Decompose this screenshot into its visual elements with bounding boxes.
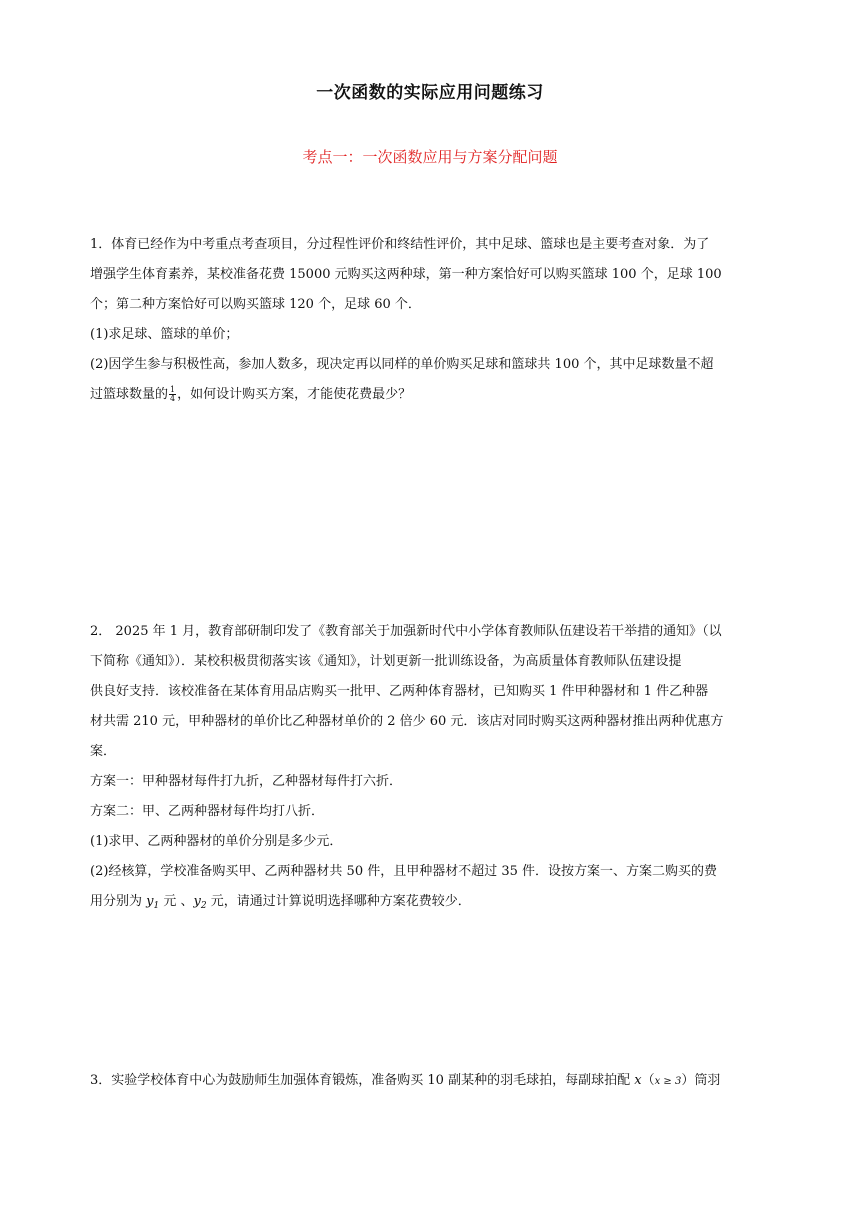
- text-segment: 用分别为: [90, 894, 147, 909]
- variable-y2: [194, 894, 207, 909]
- text-segment: 元 、: [159, 894, 194, 909]
- question-1-part-1: (1)求足球、篮球的单价；: [90, 327, 239, 342]
- variable-x: x: [634, 1073, 642, 1088]
- text-segment: 3．实验学校体育中心为鼓励师生加强体育锻炼，准备购买 10 副某种的羽毛球拍，每副球拍配: [90, 1073, 635, 1088]
- question-2-line-3: 供良好支持．该校准备在某体育用品店购买一批甲、乙两种体育器材，已知购买 1 件甲种器材和 1 件乙种器: [90, 684, 709, 699]
- question-2: [90, 617, 770, 921]
- plan-one: 方案一：甲种器材每件打九折，乙种器材每件打六折．: [90, 774, 403, 789]
- condition-x-ge-3: x ≥ 3: [654, 1076, 682, 1087]
- var-y: y: [146, 894, 154, 909]
- section-heading: 考点一：一次函数应用与方案分配问题: [302, 148, 558, 166]
- question-1-line-3: 个；第二种方案恰好可以购买篮球 120 个，足球 60 个．: [90, 297, 421, 312]
- text-segment: 元，请通过计算说明选择哪种方案花费较少．: [206, 894, 471, 909]
- text-segment: ，如何设计购买方案，才能使花费最少？: [177, 387, 412, 402]
- text-segment: ）筒羽: [681, 1073, 721, 1088]
- question-2-part-2-cont: [90, 887, 770, 921]
- question-2-line-4: 材共需 210 元，甲种器材的单价比乙种器材单价的 2 倍少 60 元．该店对同时购买这两种器材推出两种优惠方: [90, 714, 724, 729]
- question-3-line-1: [90, 1066, 770, 1097]
- question-2-line-1: 2． 2025 年 1 月，教育部研制印发了《教育部关于加强新时代中小学体育教师队伍建设若干举措的通知》（以: [90, 624, 722, 639]
- fraction-one-quarter: [169, 386, 176, 403]
- document-title: 一次函数的实际应用问题练习: [316, 83, 544, 103]
- text-segment: 过篮球数量的: [90, 387, 169, 402]
- fraction-numerator: 1: [170, 385, 176, 394]
- question-1: [90, 230, 770, 410]
- question-1-part-2: (2)因学生参与积极性高，参加人数多，现决定再以同样的单价购买足球和篮球共 100 个，其中足球数量不超: [90, 357, 714, 372]
- variable-y1: [146, 894, 159, 909]
- var-y: y: [193, 894, 201, 909]
- plan-two: 方案二：甲、乙两种器材每件均打八折．: [90, 804, 325, 819]
- question-1-part-2-cont: [90, 380, 770, 410]
- subscript-1: 1: [153, 901, 160, 911]
- question-2-line-5: 案．: [90, 744, 117, 759]
- subscript-2: 2: [200, 901, 207, 911]
- question-2-line-2: 下简称《通知》）．某校积极贯彻落实该《通知》，计划更新一批训练设备，为高质量体育教师队伍建设提: [90, 654, 682, 669]
- question-1-line-1: 1．体育已经作为中考重点考查项目，分过程性评价和终结性评价，其中足球、篮球也是主要考查对象．为了: [90, 237, 710, 252]
- fraction-denominator: 4: [170, 394, 176, 403]
- question-3: [90, 1066, 770, 1097]
- question-2-part-2: (2)经核算，学校准备购买甲、乙两种器材共 50 件，且甲种器材不超过 35 件．设按方案一、方案二购买的费: [90, 864, 718, 879]
- text-segment: （: [641, 1073, 655, 1088]
- question-1-line-2: 增强学生体育素养，某校准备花费 15000 元购买这两种球，第一种方案恰好可以购买篮球 100 个，足球 100: [90, 267, 722, 282]
- question-2-part-1: (1)求甲、乙两种器材的单价分别是多少元．: [90, 834, 343, 849]
